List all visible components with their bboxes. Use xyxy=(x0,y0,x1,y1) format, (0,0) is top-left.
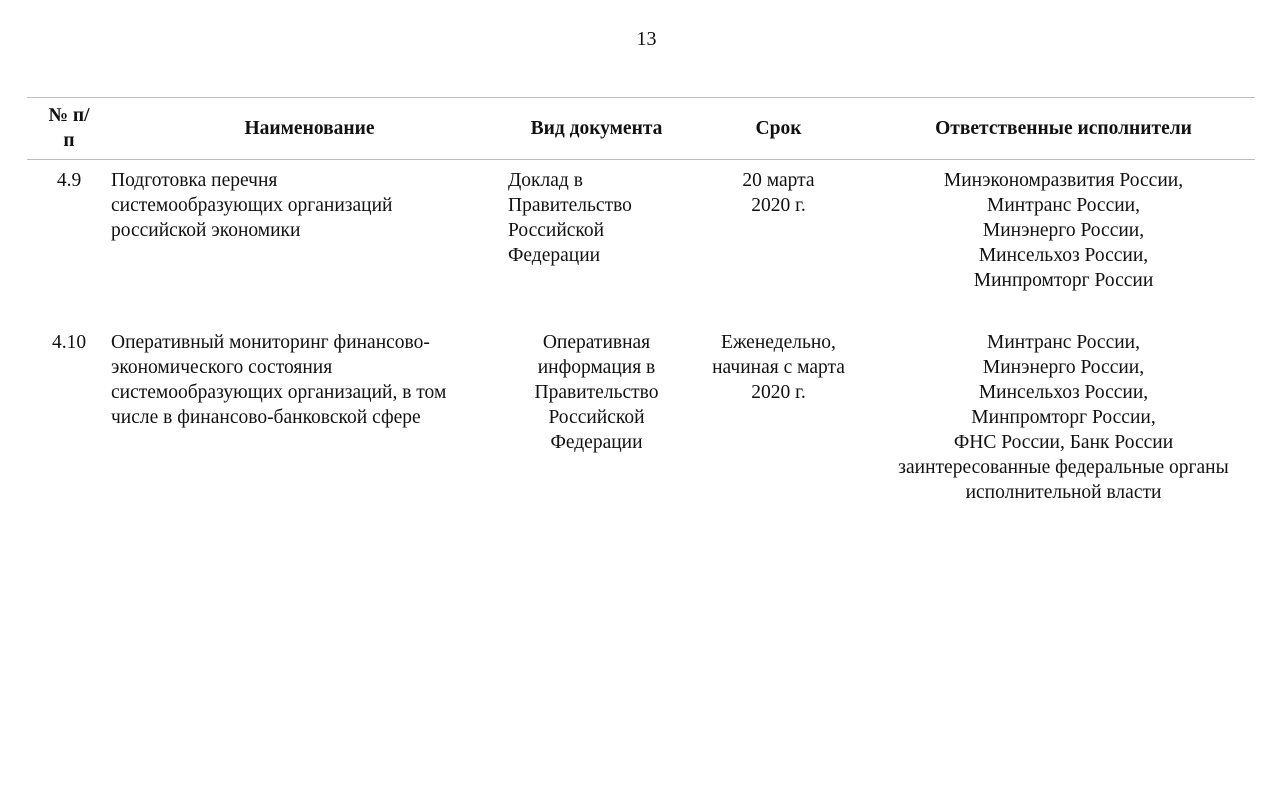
row-term-line: 20 марта xyxy=(742,170,815,191)
table-body xyxy=(27,160,1255,506)
row-responsible-line: Минпромторг России, xyxy=(971,407,1156,428)
row-responsible-line: Минэнерго России, xyxy=(982,220,1145,241)
row-name-line: Подготовка перечня xyxy=(111,170,278,191)
row-doc-type-line: Федерации xyxy=(508,245,601,266)
row-doc-type-line: Федерации xyxy=(550,432,643,453)
row-name-line: Оперативный мониторинг финансово- xyxy=(111,332,430,353)
row-doc-type-line: Правительство xyxy=(534,382,659,403)
table-header xyxy=(27,98,1255,160)
header-number-line-2: п xyxy=(63,130,75,151)
row-responsible-line: Минпромторг России xyxy=(973,270,1154,291)
row-doc-type-line: Российской xyxy=(508,220,605,241)
header-name: Наименование xyxy=(111,98,508,160)
header-number xyxy=(27,98,111,160)
row-responsible-line: исполнительной власти xyxy=(965,482,1162,503)
row-responsible xyxy=(872,160,1255,324)
row-doc-type xyxy=(508,323,685,505)
row-doc-type xyxy=(508,160,685,324)
header-row xyxy=(27,98,1255,160)
row-doc-type-line: Доклад в xyxy=(508,170,583,191)
row-term-line: 2020 г. xyxy=(751,382,806,403)
row-responsible-line: Минтранс России, xyxy=(987,332,1140,353)
row-doc-type-line: Оперативная xyxy=(542,332,651,353)
header-number-line-1: № п/ xyxy=(48,105,90,126)
row-term xyxy=(685,160,872,324)
page-number: 13 xyxy=(636,28,657,50)
header-doc-type: Вид документа xyxy=(508,98,685,160)
row-responsible-line: заинтересованные федеральные органы xyxy=(898,457,1229,478)
row-responsible-line: ФНС России, Банк России xyxy=(953,432,1174,453)
row-name-line: системообразующих организаций, в том xyxy=(111,382,447,403)
row-term xyxy=(685,323,872,505)
row-name xyxy=(111,160,508,324)
header-term: Срок xyxy=(685,98,872,160)
row-responsible-line: Минсельхоз России, xyxy=(978,245,1149,266)
row-term-line: Еженедельно, xyxy=(721,332,836,353)
row-doc-type-line: информация в xyxy=(537,357,656,378)
table-row xyxy=(27,160,1255,324)
measures-table xyxy=(27,97,1255,505)
row-number: 4.10 xyxy=(51,332,87,353)
row-name-line: числе в финансово-банковской сфере xyxy=(111,407,421,428)
row-name xyxy=(111,323,508,505)
row-name-line: российской экономики xyxy=(111,220,301,241)
header-responsible: Ответственные исполнители xyxy=(872,98,1255,160)
row-responsible-line: Минтранс России, xyxy=(987,195,1140,216)
row-doc-type-line: Российской xyxy=(548,407,645,428)
row-doc-type-line: Правительство xyxy=(508,195,632,216)
table-row xyxy=(27,323,1255,505)
row-responsible-line: Минсельхоз России, xyxy=(978,382,1149,403)
row-name-line: системообразующих организаций xyxy=(111,195,393,216)
row-responsible xyxy=(872,323,1255,505)
row-responsible-line: Минэнерго России, xyxy=(982,357,1145,378)
row-responsible-line: Минэкономразвития России, xyxy=(943,170,1184,191)
row-term-line: начиная с марта xyxy=(712,357,845,378)
row-number: 4.9 xyxy=(56,170,82,191)
row-term-line: 2020 г. xyxy=(751,195,806,216)
row-name-line: экономического состояния xyxy=(111,357,333,378)
